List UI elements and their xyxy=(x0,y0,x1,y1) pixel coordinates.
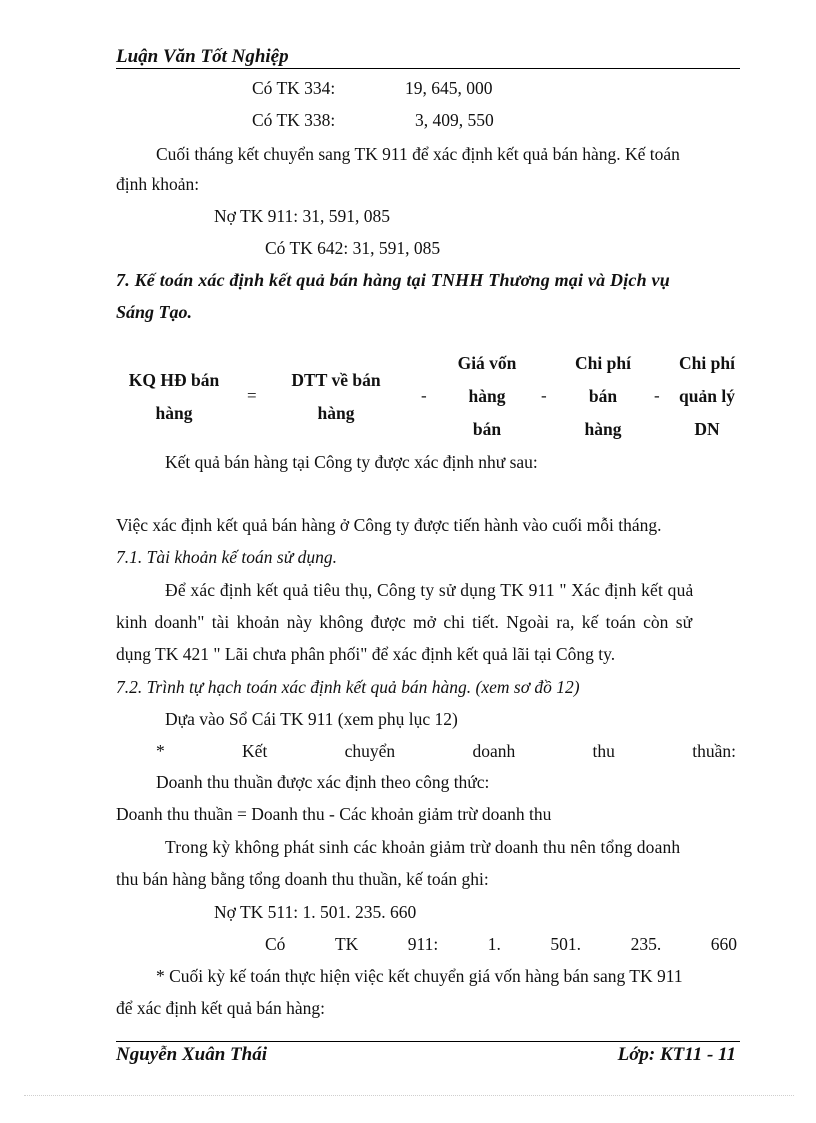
section-heading-7-cont: Sáng Tạo. xyxy=(116,302,193,322)
paragraph-line: định khoản: xyxy=(116,174,200,194)
page-bottom-dotted-line xyxy=(24,1095,794,1096)
paragraph-line: * Cuối kỳ kế toán thực hiện việc kết chuyển giá vốn hàng bán sang TK 911 xyxy=(156,966,683,986)
footer-author: Nguyễn Xuân Thái xyxy=(116,1044,267,1065)
paragraph-line: kinh doanh" tài khoản này không được mở chi tiết. Ngoài ra, kế toán còn sử xyxy=(116,612,693,632)
header-rule xyxy=(116,68,740,69)
formula-minus: - xyxy=(541,386,547,405)
formula-minus: - xyxy=(654,386,660,405)
paragraph-line: dụng TK 421 " Lãi chưa phân phối" để xác định kết quả lãi tại Công ty. xyxy=(116,644,616,664)
formula-kq-hd-ban-hang: KQ HĐ bán hàng xyxy=(128,370,220,423)
formula-dtt-ve-ban-hang: DTT về bán hàng xyxy=(291,370,381,423)
paragraph-line: Trong kỳ không phát sinh các khoản giảm trừ doanh thu nên tổng doanh xyxy=(165,837,681,857)
paragraph-line: Dựa vào Sổ Cái TK 911 (xem phụ lục 12) xyxy=(165,709,458,729)
entry-co-334-amount: 19, 645, 000 xyxy=(405,78,493,98)
formula-chi-phi-quan-ly-dn: Chi phí quản lý DN xyxy=(679,353,735,439)
paragraph-line: để xác định kết quả bán hàng: xyxy=(116,998,325,1018)
page-header-title: Luận Văn Tốt Nghiệp xyxy=(116,46,289,67)
paragraph-line: thu bán hàng bằng tổng doanh thu thuần, kế toán ghi: xyxy=(116,869,489,889)
paragraph-line: Kết quả bán hàng tại Công ty được xác định như sau: xyxy=(165,452,538,472)
entry-co-338-label: Có TK 338: xyxy=(252,110,336,130)
entry-co-911: Có TK 911: 1. 501. 235. 660 xyxy=(265,934,737,954)
footer-rule xyxy=(116,1041,740,1042)
paragraph-line: Doanh thu thuần được xác định theo công thức: xyxy=(156,772,490,792)
entry-co-338-amount: 3, 409, 550 xyxy=(415,110,494,130)
formula-doanh-thu-thuan: Doanh thu thuần = Doanh thu - Các khoản giảm trừ doanh thu xyxy=(116,804,552,824)
entry-co-334-label: Có TK 334: xyxy=(252,78,336,98)
entry-co-642: Có TK 642: 31, 591, 085 xyxy=(265,238,441,258)
formula-chi-phi-ban-hang: Chi phí bán hàng xyxy=(575,353,631,439)
footer-class: Lớp: KT11 - 11 xyxy=(617,1044,736,1065)
entry-no-911: Nợ TK 911: 31, 591, 085 xyxy=(214,206,390,226)
entry-no-511: Nợ TK 511: 1. 501. 235. 660 xyxy=(214,902,417,922)
section-heading-7-1: 7.1. Tài khoản kế toán sử dụng. xyxy=(116,547,337,567)
paragraph-line: Việc xác định kết quả bán hàng ở Công ty được tiến hành vào cuối mỗi tháng. xyxy=(116,515,662,535)
paragraph-line: Để xác định kết quả tiêu thụ, Công ty sử dụng TK 911 " Xác định kết quả xyxy=(165,580,694,600)
section-heading-7: 7. Kế toán xác định kết quả bán hàng tại TNHH Thương mại và Dịch vụ xyxy=(116,270,670,290)
paragraph-line: Cuối tháng kết chuyển sang TK 911 để xác định kết quả bán hàng. Kế toán xyxy=(156,144,680,164)
formula-minus: - xyxy=(421,386,427,405)
formula-equals: = xyxy=(247,386,257,405)
section-heading-7-2: 7.2. Trình tự hạch toán xác định kết quả bán hàng. (xem sơ đồ 12) xyxy=(116,677,580,697)
justified-line-ket-chuyen: * Kết chuyển doanh thu thuần: xyxy=(156,741,736,761)
formula-gia-von-hang-ban: Giá vốn hàng bán xyxy=(457,353,517,439)
